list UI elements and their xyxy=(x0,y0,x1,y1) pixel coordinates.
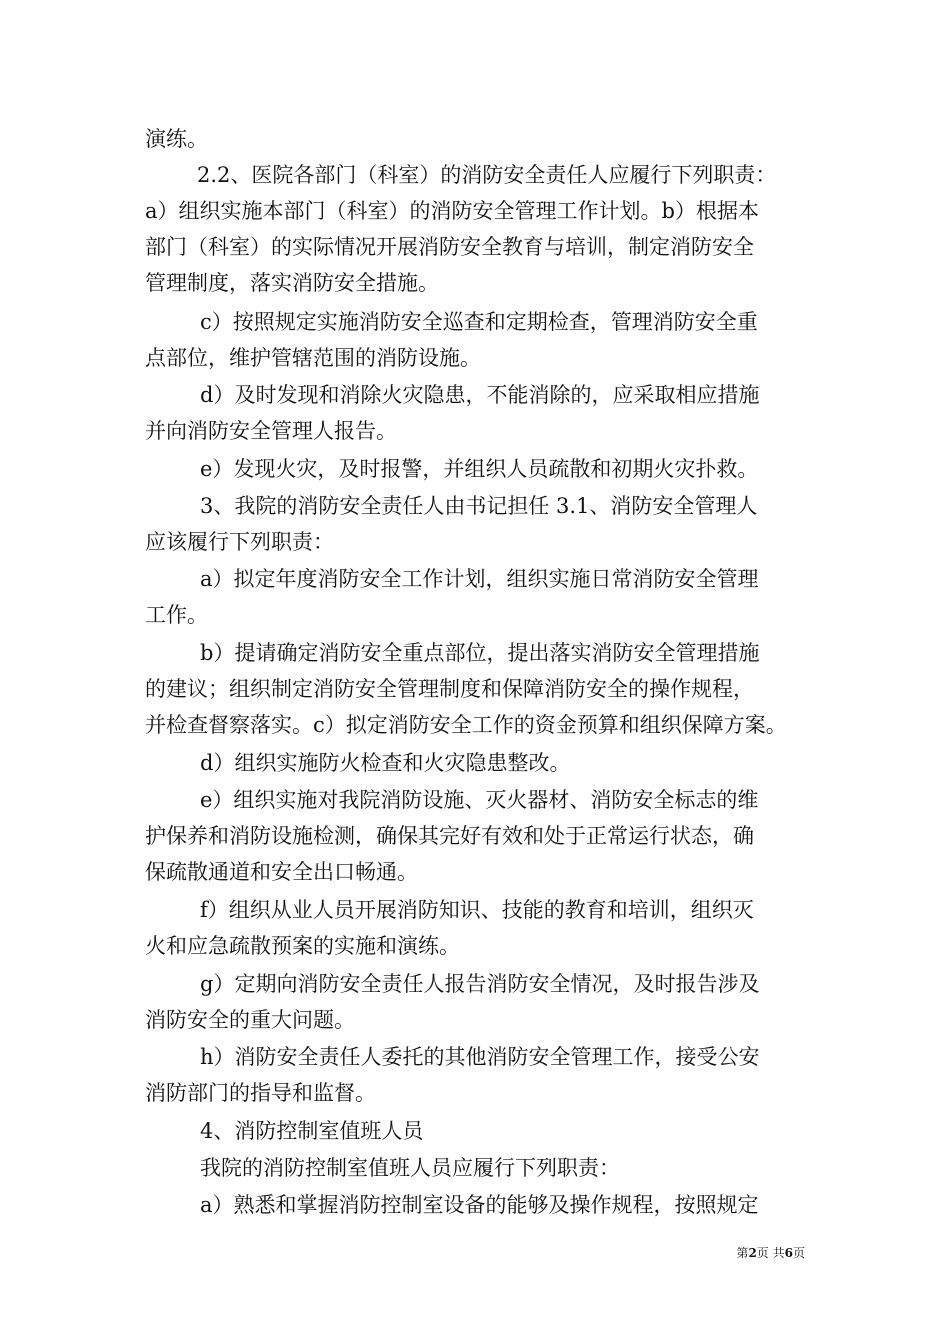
text-line: 点部位，维护管辖范围的消防设施。 xyxy=(145,346,481,370)
text-line: b）提请确定消防安全重点部位，提出落实消防安全管理措施 xyxy=(200,641,760,665)
text-line: 保疏散通道和安全出口畅通。 xyxy=(145,860,418,884)
text-line: 我院的消防控制室值班人员应履行下列职责： xyxy=(200,1156,620,1180)
text-line: 2.2、医院各部门（科室）的消防安全责任人应履行下列职责： xyxy=(197,163,777,187)
page-footer xyxy=(736,1245,805,1261)
text-line: a）拟定年度消防安全工作计划，组织实施日常消防安全管理 xyxy=(200,567,759,591)
text-line: e）发现火灾，及时报警，并组织人员疏散和初期火灾扑救。 xyxy=(200,457,759,481)
text-line: 并向消防安全管理人报告。 xyxy=(145,419,397,443)
text-line: 演练。 xyxy=(145,127,208,151)
text-line: 消防部门的指导和监督。 xyxy=(145,1081,376,1105)
current-page-number: 2 xyxy=(748,1246,757,1260)
text-line: e）组织实施对我院消防设施、灭火器材、消防安全标志的维 xyxy=(200,788,759,812)
text-line: g）定期向消防安全责任人报告消防安全情况，及时报告涉及 xyxy=(200,972,760,996)
text-line: a）熟悉和掌握消防控制室设备的能够及操作规程，按照规定 xyxy=(200,1193,759,1217)
text-line: d）及时发现和消除火灾隐患，不能消除的，应采取相应措施 xyxy=(200,383,760,407)
text-line: 4、消防控制室值班人员 xyxy=(200,1119,424,1143)
footer-middle: 页 共 xyxy=(756,1246,785,1260)
text-line: 火和应急疏散预案的实施和演练。 xyxy=(145,934,460,958)
text-line: f）组织从业人员开展消防知识、技能的教育和培训，组织灭 xyxy=(200,898,754,922)
text-line: 消防安全的重大问题。 xyxy=(145,1008,355,1032)
total-pages-number: 6 xyxy=(784,1246,793,1260)
text-line: c）按照规定实施消防安全巡查和定期检查，管理消防安全重 xyxy=(200,310,758,334)
text-line: 管理制度，落实消防安全措施。 xyxy=(145,271,439,295)
text-line: a）组织实施本部门（科室）的消防安全管理工作计划。b）根据本 xyxy=(145,199,759,223)
text-line: 的建议；组织制定消防安全管理制度和保障消防安全的操作规程， xyxy=(145,677,754,701)
text-line: 并检查督察落实。c）拟定消防安全工作的资金预算和组织保障方案。 xyxy=(145,713,787,737)
footer-prefix: 第 xyxy=(736,1246,749,1260)
text-line: 工作。 xyxy=(145,603,208,627)
text-line: 部门（科室）的实际情况开展消防安全教育与培训，制定消防安全 xyxy=(145,235,754,259)
text-line: 3、我院的消防安全责任人由书记担任 3.1、消防安全管理人 xyxy=(200,494,758,518)
text-line: 护保养和消防设施检测，确保其完好有效和处于正常运行状态，确 xyxy=(145,824,754,848)
text-line: 应该履行下列职责： xyxy=(145,530,334,554)
text-line: d）组织实施防火检查和火灾隐患整改。 xyxy=(200,751,571,775)
text-line: h）消防安全责任人委托的其他消防安全管理工作，接受公安 xyxy=(200,1045,760,1069)
footer-suffix: 页 xyxy=(792,1246,805,1260)
